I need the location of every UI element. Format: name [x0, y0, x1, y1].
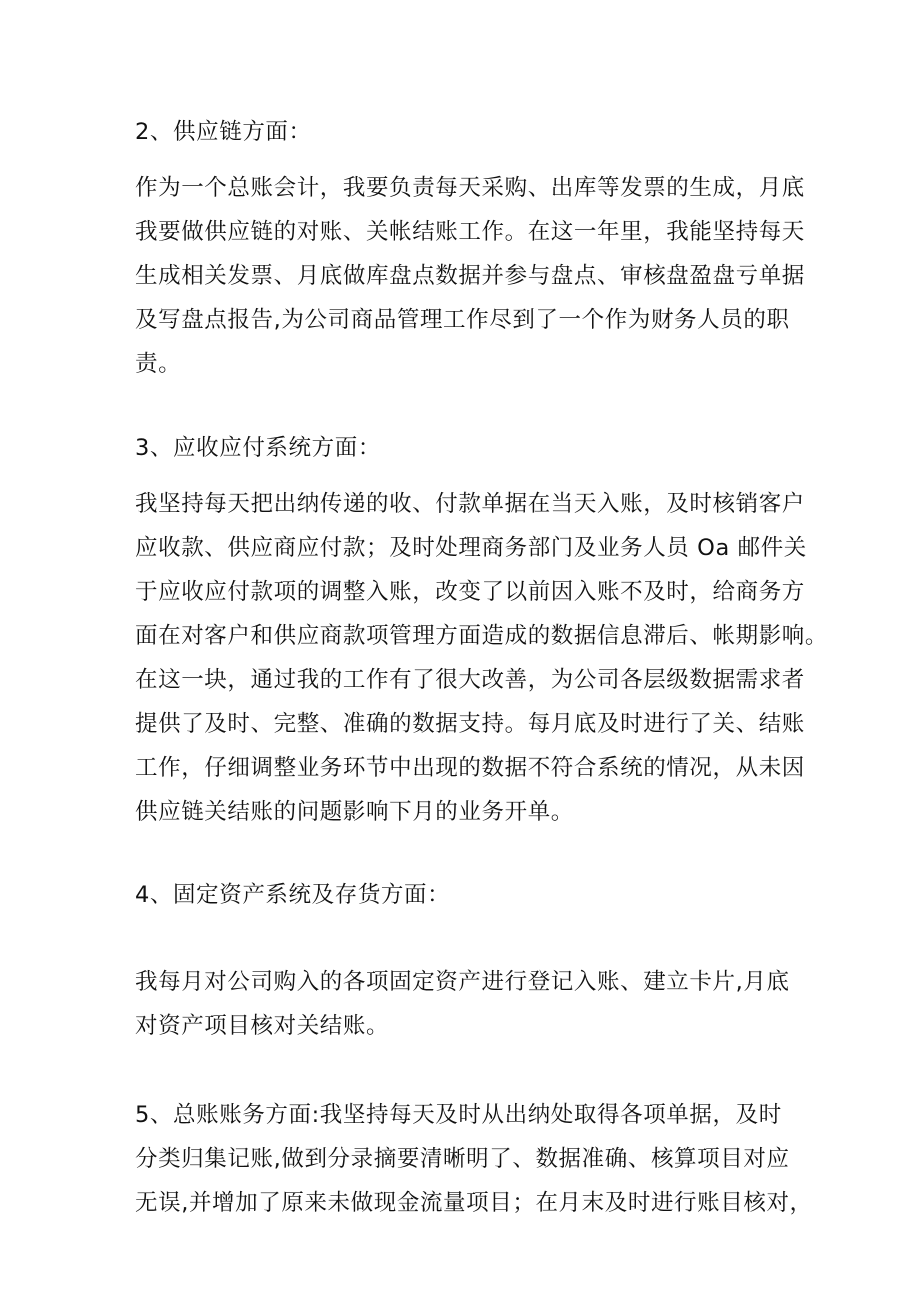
paragraph-line: 供应链关结账的问题影响下月的业务开单。: [135, 799, 574, 825]
paragraph-line: 分类归集记账,做到分录摘要清晰明了、数据准确、核算项目对应: [135, 1146, 790, 1172]
paragraph-line: 工作，仔细调整业务环节中出现的数据不符合系统的情况，从未因: [135, 755, 805, 781]
paragraph-line: 生成相关发票、月底做库盘点数据并参与盘点、审核盘盈盘亏单据: [135, 263, 805, 289]
section-heading: 4、固定资产系统及存货方面：: [135, 882, 451, 908]
paragraph-line: 提供了及时、完整、准确的数据支持。每月底及时进行了关、结账: [135, 711, 805, 737]
paragraph-line: 我要做供应链的对账、关帐结账工作。在这一年里，我能坚持每天: [135, 219, 805, 245]
paragraph-line: 无误,并增加了原来未做现金流量项目；在月末及时进行账目核对，: [135, 1190, 813, 1216]
paragraph-line: 及写盘点报告,为公司商品管理工作尽到了一个作为财务人员的职: [135, 307, 790, 333]
section-heading: 3、应收应付系统方面：: [135, 435, 381, 461]
paragraph-line: 作为一个总账会计，我要负责每天采购、出库等发票的生成，月底: [135, 175, 805, 201]
paragraph-line: 责。: [135, 351, 182, 377]
section-heading: 2、供应链方面：: [135, 119, 312, 145]
paragraph-line: 我坚持每天把出纳传递的收、付款单据在当天入账，及时核销客户: [135, 491, 805, 517]
paragraph-line: 5、总账账务方面:我坚持每天及时从出纳处取得各项单据，及时: [135, 1102, 782, 1128]
paragraph-line: 我每月对公司购入的各项固定资产进行登记入账、建立卡片,月底: [135, 969, 790, 995]
paragraph-line: 对资产项目核对关结账。: [135, 1013, 390, 1039]
paragraph-line: 面在对客户和供应商款项管理方面造成的数据信息滞后、帐期影响。: [135, 623, 829, 649]
paragraph-line: 应收款、供应商应付款；及时处理商务部门及业务人员 Oa 邮件关: [135, 535, 807, 561]
paragraph-line: 于应收应付款项的调整入账，改变了以前因入账不及时，给商务方: [135, 579, 805, 605]
paragraph-line: 在这一块，通过我的工作有了很大改善，为公司各层级数据需求者: [135, 667, 805, 693]
